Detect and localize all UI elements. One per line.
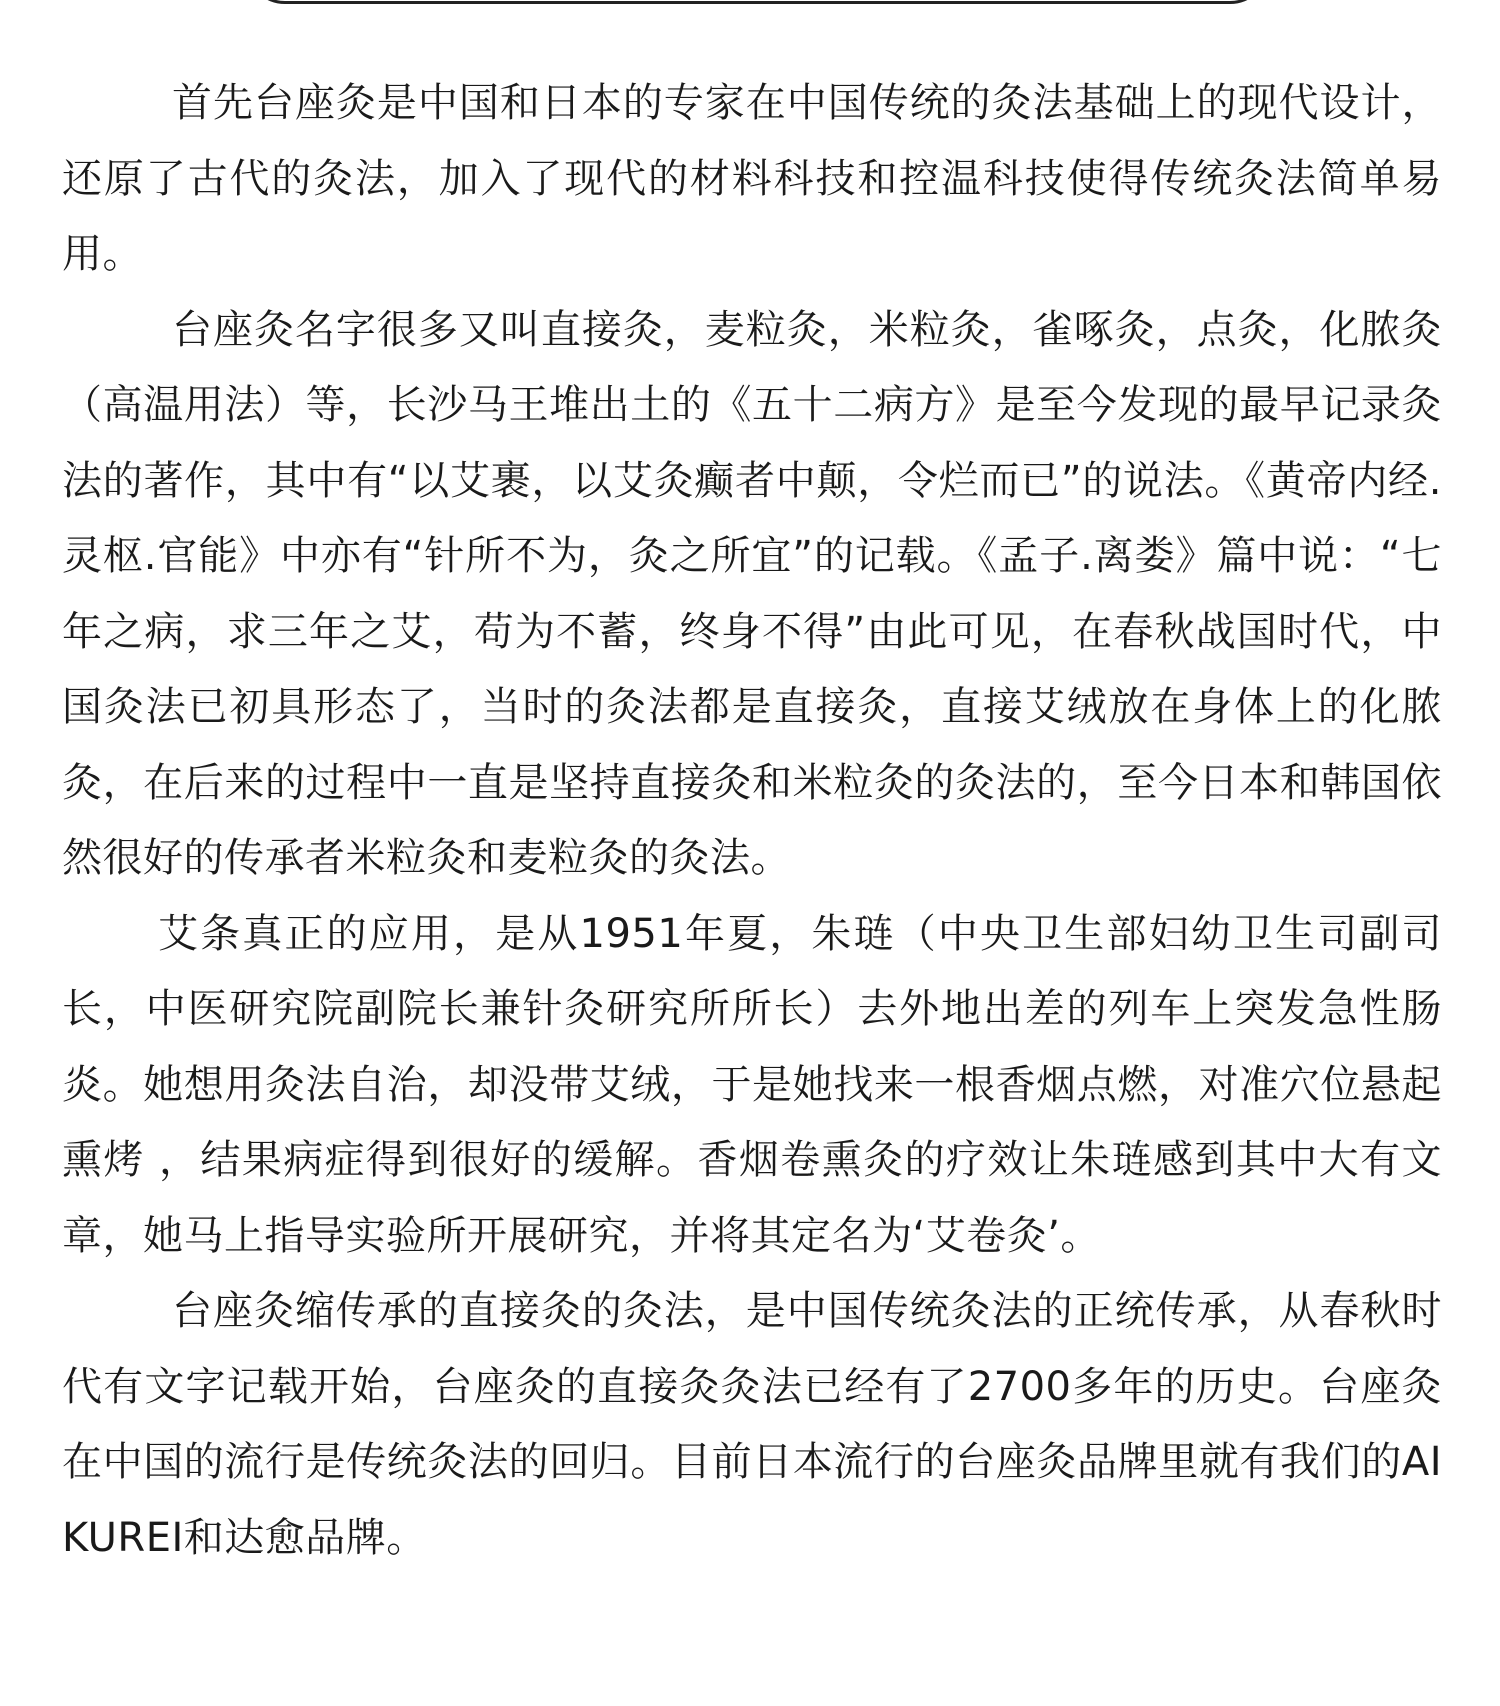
paragraph-moxa-stick: 艾条真正的应用，是从1951年夏，朱琏（中央卫生部妇幼卫生司副司长，中医研究院副院长兼针灸研究所所长）去外地出差的列车上突发急性肠炎。她想用灸法自治，却没带艾绒，于是她找来一根香烟点燃，对准穴位悬起熏烤 ，结果病症得到很好的缓解。香烟卷熏灸的疗效让朱琏感到其中大有文章，她马上指导实验所开展研究，并将其定名为‘艾卷灸’。 — [62, 910, 1442, 1259]
article-body — [62, 66, 1442, 1576]
top-rounded-frame — [245, 0, 1270, 4]
paragraph-history: 台座灸名字很多又叫直接灸，麦粒灸，米粒灸，雀啄灸，点灸，化脓灸（高温用法）等，长沙马王堆出土的《五十二病方》是至今发现的最早记录灸法的著作，其中有“以艾裹，以艾灸癫者中颠，令烂而已”的说法。《黄帝内经.灵枢.官能》中亦有“针所不为，灸之所宜”的记载。《孟子.离娄》篇中说：“七年之病，求三年之艾，苟为不蓄，终身不得”由此可见，在春秋战国时代，中国灸法已初具形态了，当时的灸法都是直接灸，直接艾绒放在身体上的化脓灸，在后来的过程中一直是坚持直接灸和米粒灸的灸法的，至今日本和韩国依然很好的传承者米粒灸和麦粒灸的灸法。 — [62, 306, 1442, 881]
paragraph-intro: 首先台座灸是中国和日本的专家在中国传统的灸法基础上的现代设计，还原了古代的灸法，加入了现代的材料科技和控温科技使得传统灸法简单易用。 — [62, 80, 1442, 277]
paragraph-tradition: 台座灸缩传承的直接灸的灸法，是中国传统灸法的正统传承，从春秋时代有文字记载开始，台座灸的直接灸灸法已经有了2700多年的历史。台座灸在中国的流行是传统灸法的回归。目前日本流行的台座灸品牌里就有我们的AIKUREI和达愈品牌。 — [62, 1288, 1442, 1561]
